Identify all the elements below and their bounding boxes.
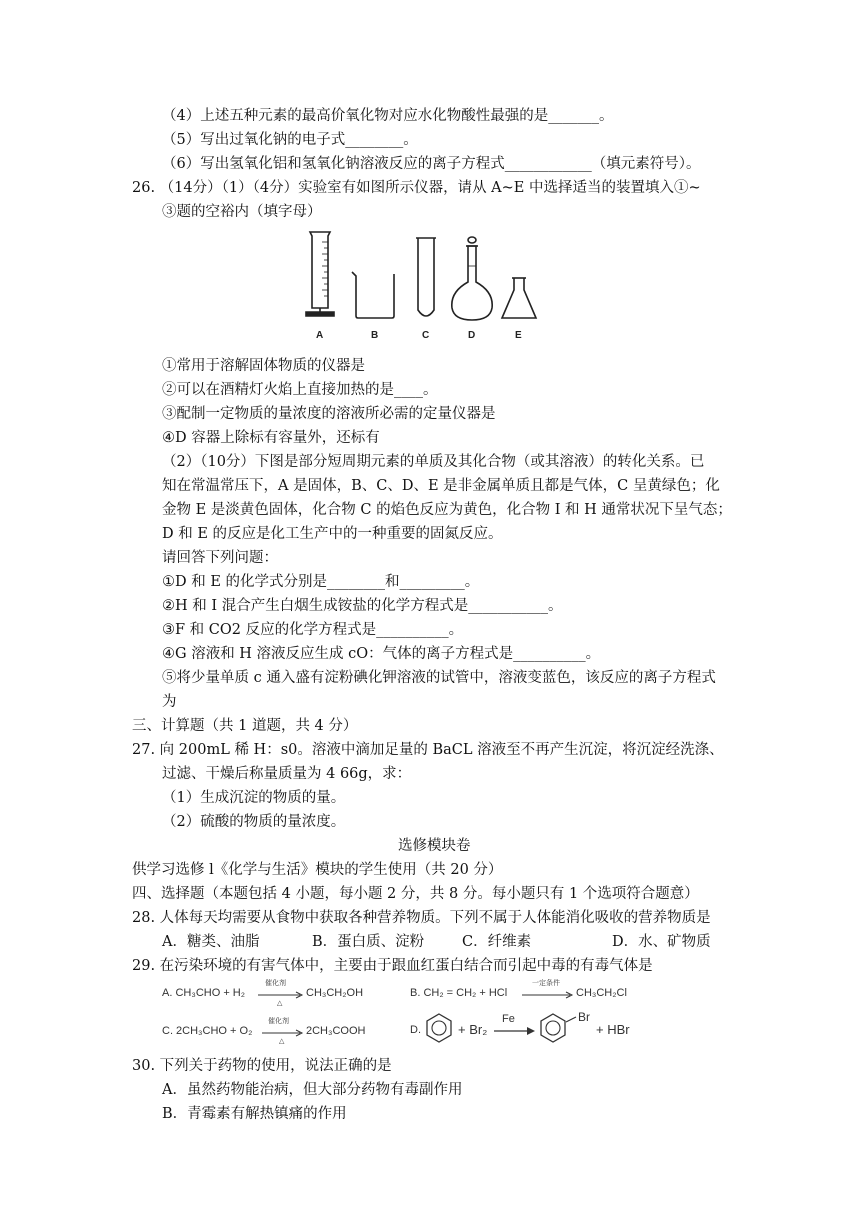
reaction-arrow-icon [522, 991, 574, 999]
question-28: 28. 人体每天均需要从食物中获取各种营养物质。下列不属于人体能消化吸收的营养物质是 [132, 910, 711, 926]
volumetric-flask-icon [452, 237, 492, 320]
item-5: （5）写出过氧化钠的电子式________。 [162, 132, 418, 148]
question-26-line2: ③题的空裕内（填字母） [162, 204, 322, 220]
graduated-cylinder-icon [306, 232, 334, 316]
answer-prompt: 请回答下列问题： [162, 550, 278, 566]
part-2-line4: D 和 E 的反应是化工生产中的一种重要的固氮反应。 [162, 526, 503, 542]
sub-question-3: ③配制一定物质的量浓度的溶液所必需的定量仪器是 [162, 406, 496, 422]
apparatus-figure [300, 226, 540, 346]
sub-question-4: ④D 容器上除标有容量外，还标有 [162, 430, 380, 446]
figure-label-d: D [468, 330, 476, 341]
reaction-arrow-icon [258, 991, 304, 999]
question-28-option-a: A．糖类、油脂 [162, 934, 260, 950]
part-2-line2: 知在常温常压下，A 是固体，B、C、D、E 是非金属单质且都是气体，C 呈黄绿色；化 [162, 478, 720, 494]
answer-4: ④G 溶液和 H 溶液反应生成 cO：气体的离子方程式是__________。 [162, 646, 601, 662]
beaker-icon [352, 272, 394, 318]
part-2-line1: （2）（10分）下图是部分短周期元素的单质及其化合物（或其溶液）的转化关系。已 [162, 454, 705, 470]
item-4: （4）上述五种元素的最高价氧化物对应水化物酸性最强的是_______。 [162, 108, 614, 124]
question-30-option-b: B．青霉素有解热镇痛的作用 [162, 1106, 347, 1122]
question-28-option-c: C．纤维素 [462, 934, 532, 950]
question-28-option-d: D．水、矿物质 [612, 934, 711, 950]
figure-label-e: E [515, 330, 522, 341]
sub-question-1: ①常用于溶解固体物质的仪器是 [162, 358, 365, 374]
answer-3: ③F 和 CO2 反应的化学方程式是__________。 [162, 622, 464, 638]
reaction-arrow-icon [494, 1027, 536, 1035]
benzene-ring-icon [424, 1012, 454, 1044]
elective-note: 供学习选修 l《化学与生活》模块的学生使用（共 20 分） [132, 862, 503, 878]
elective-heading: 选修模块卷 [398, 838, 471, 854]
question-28-option-b: B．蛋白质、淀粉 [312, 934, 425, 950]
question-30: 30. 下列关于药物的使用，说法正确的是 [132, 1058, 392, 1074]
answer-2: ②H 和 I 混合产生白烟生成铵盐的化学方程式是___________。 [162, 598, 563, 614]
answer-1: ①D 和 E 的化学式分别是________和_________。 [162, 574, 480, 590]
question-27-part1: （1）生成沉淀的物质的量。 [162, 790, 346, 806]
test-tube-icon [416, 238, 436, 316]
item-6: （6）写出氢氧化铝和氢氧化钠溶液反应的离子方程式____________（填元素符号）。 [162, 156, 701, 172]
answer-5-line1: ⑤将少量单质 c 通入盛有淀粉碘化钾溶液的试管中，溶液变蓝色，该反应的离子方程式 [162, 670, 716, 686]
question-27-part2: （2）硫酸的物质的量浓度。 [162, 814, 346, 830]
bromobenzene-ring-icon [538, 1012, 568, 1044]
reaction-arrow-icon [262, 1029, 304, 1037]
answer-5-line2: 为 [162, 694, 177, 710]
question-27-line1: 27. 向 200mL 稀 H：s0。溶液中滴加足量的 BaCL 溶液至不再产生沉淀，将沉淀经洗涤、 [132, 742, 724, 758]
part-2-line3: 金物 E 是淡黄色固体，化合物 C 的焰色反应为黄色，化合物 I 和 H 通常状况下呈气态； [162, 502, 732, 518]
section-3-heading: 三、计算题（共 1 道题，共 4 分） [132, 718, 358, 734]
figure-label-c: C [422, 330, 430, 341]
question-27-line2: 过滤、干燥后称量质量为 4 66g，求： [162, 766, 412, 782]
sub-question-2: ②可以在酒精灯火焰上直接加热的是____。 [162, 382, 438, 398]
figure-label-a: A [316, 330, 324, 341]
question-26-line1: 26. （14分）（1）（4分）实验室有如图所示仪器，请从 A~E 中选择适当的装置填入①~ [132, 180, 701, 196]
conical-flask-icon [502, 278, 536, 318]
section-4-heading: 四、选择题（本题包括 4 小题，每小题 2 分，共 8 分。每小题只有 1 个选项符合题意） [132, 886, 699, 902]
question-29: 29. 在污染环境的有害气体中，主要由于跟血红蛋白结合而引起中毒的有毒气体是 [132, 958, 653, 974]
bond-line-icon [566, 1016, 578, 1024]
question-30-option-a: A．虽然药物能治病，但大部分药物有毒副作用 [162, 1082, 463, 1098]
figure-label-b: B [371, 330, 379, 341]
